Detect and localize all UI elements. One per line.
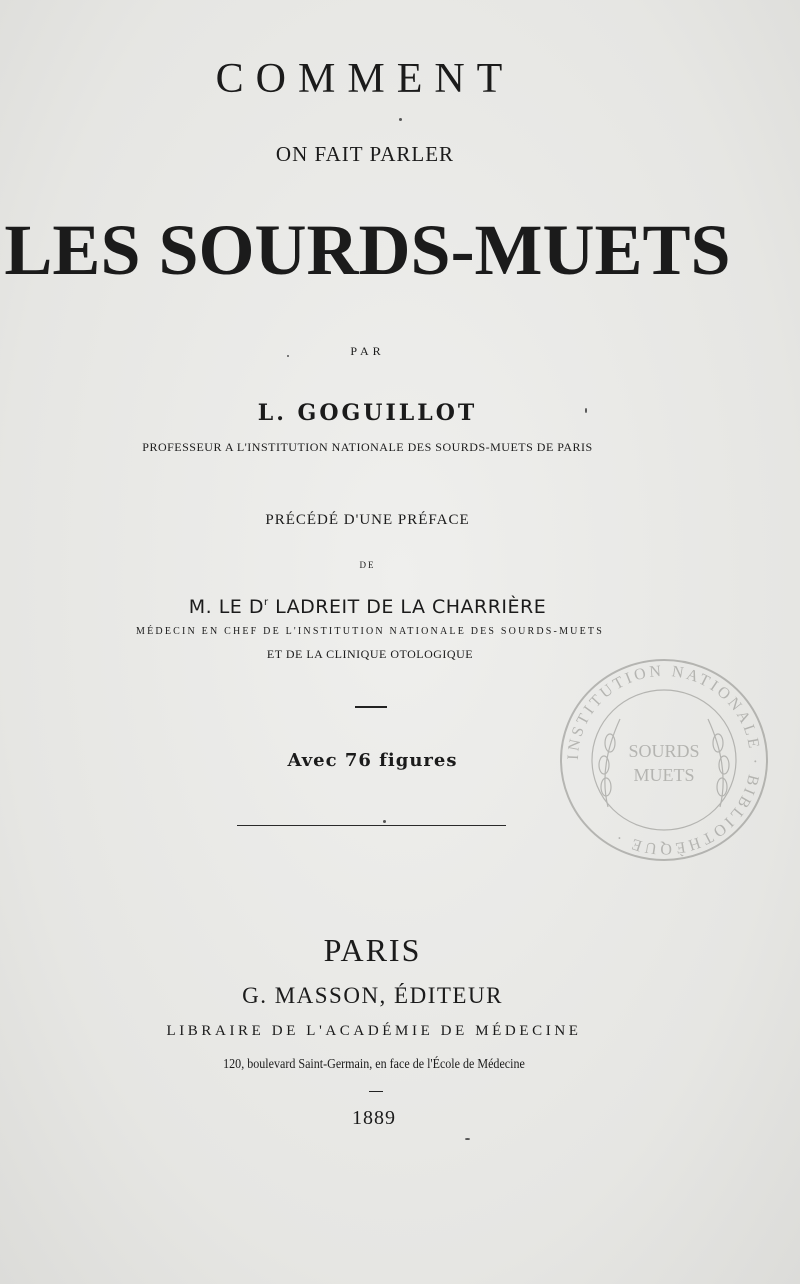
imprint-library: LIBRAIRE DE L'ACADÉMIE DE MÉDECINE xyxy=(166,1023,582,1039)
library-stamp xyxy=(558,657,770,863)
paper-speck xyxy=(399,118,402,121)
laurel-wreath-icon xyxy=(599,719,729,807)
imprint-publisher: G. MASSON, ÉDITEUR xyxy=(242,983,503,1008)
by-label: PAR xyxy=(350,344,385,358)
tiny-divider xyxy=(369,1091,383,1092)
preface-author-name: LADREIT DE LA CHARRIÈRE xyxy=(275,596,547,618)
paper-speck xyxy=(383,820,386,823)
preface-intro: PRÉCÉDÉ D'UNE PRÉFACE xyxy=(265,512,470,528)
paper-speck xyxy=(585,408,587,413)
long-divider xyxy=(237,825,506,826)
title-line-comment: COMMENT xyxy=(215,56,515,102)
imprint-city: PARIS xyxy=(323,932,422,968)
author-role: PROFESSEUR A L'INSTITUTION NATIONALE DES SOURDS-MUETS DE PARIS xyxy=(142,440,593,454)
preface-role-line1: MÉDECIN EN CHEF DE L'INSTITUTION NATIONALE DES SOURDS-MUETS xyxy=(136,626,604,637)
paper-speck xyxy=(465,1138,470,1140)
preface-author xyxy=(0,598,735,617)
author-name: L. GOGUILLOT xyxy=(257,400,478,426)
stamp-center-line1: SOURDS xyxy=(628,741,700,761)
preface-author-sup: r xyxy=(263,597,269,608)
preface-role-line2: ET DE LA CLINIQUE OTOLOGIQUE xyxy=(266,647,474,661)
figures-note: Avec 76 figures xyxy=(287,750,458,771)
short-divider xyxy=(355,706,387,708)
paper-speck xyxy=(287,355,289,357)
title-line-on-fait-parler: ON FAIT PARLER xyxy=(275,142,455,166)
stamp-ring-text: INSTITUTION NATIONALE · BIBLIOTHÈQUE · xyxy=(564,662,764,858)
stamp-center-line2: MUETS xyxy=(633,765,695,785)
imprint-address: 120, boulevard Saint-Germain, en face de l'École de Médecine xyxy=(223,1057,525,1072)
imprint-year: 1889 xyxy=(352,1107,396,1129)
title-line-les-sourds-muets: LES SOURDS-MUETS xyxy=(4,210,731,290)
preface-author-prefix: M. LE D xyxy=(188,596,264,618)
preface-de: DE xyxy=(359,560,376,570)
